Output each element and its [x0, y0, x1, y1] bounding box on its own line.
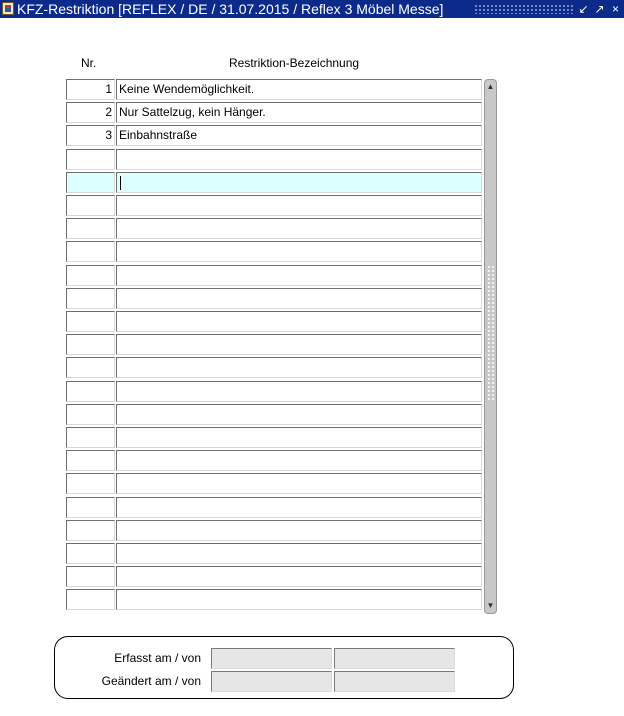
bezeichnung-field[interactable]: [116, 543, 482, 564]
title-bar-grip[interactable]: [474, 4, 574, 14]
bezeichnung-field[interactable]: [116, 195, 482, 216]
nr-field[interactable]: [66, 334, 115, 355]
table-row: [66, 334, 484, 356]
table-row: [66, 102, 484, 124]
bezeichnung-field[interactable]: [116, 589, 482, 610]
window-title: KFZ-Restriktion [REFLEX / DE / 31.07.2015 / Reflex 3 Möbel Messe]: [17, 1, 444, 17]
table-row: [66, 125, 484, 147]
title-bar: [0, 0, 624, 18]
maximize-icon[interactable]: ↗: [594, 2, 605, 16]
nr-field[interactable]: [66, 589, 115, 610]
bezeichnung-field[interactable]: [116, 149, 482, 170]
table-row: [66, 218, 484, 240]
changed-label: Geändert am / von: [101, 674, 201, 688]
bezeichnung-field[interactable]: Einbahnstraße: [116, 125, 482, 146]
nr-field[interactable]: [66, 311, 115, 332]
column-header-nr: Nr.: [81, 56, 97, 70]
form-app-icon[interactable]: [2, 2, 14, 15]
nr-field[interactable]: [66, 357, 115, 378]
table-row: [66, 473, 484, 495]
table-row: [66, 149, 484, 171]
nr-field[interactable]: [66, 473, 115, 494]
table-row: [66, 450, 484, 472]
table-row: [66, 288, 484, 310]
bezeichnung-field[interactable]: [116, 520, 482, 541]
bezeichnung-field[interactable]: [116, 497, 482, 518]
bezeichnung-field[interactable]: [116, 566, 482, 587]
nr-field[interactable]: [66, 149, 115, 170]
nr-field[interactable]: [66, 265, 115, 286]
bezeichnung-field[interactable]: [116, 404, 482, 425]
table-row: [66, 241, 484, 263]
nr-field[interactable]: [66, 404, 115, 425]
table-row: [66, 195, 484, 217]
table-row: [66, 172, 484, 194]
nr-field[interactable]: [66, 195, 115, 216]
nr-field[interactable]: 3: [66, 125, 115, 146]
nr-field[interactable]: [66, 566, 115, 587]
changed-by-field: [334, 671, 455, 692]
changed-date-field: [211, 671, 332, 692]
table-row: [66, 497, 484, 519]
bezeichnung-field[interactable]: [116, 265, 482, 286]
bezeichnung-field[interactable]: [116, 288, 482, 309]
nr-field[interactable]: 2: [66, 102, 115, 123]
table-row: [66, 520, 484, 542]
nr-field[interactable]: [66, 218, 115, 239]
bezeichnung-field[interactable]: [116, 218, 482, 239]
nr-field[interactable]: [66, 520, 115, 541]
table-row: [66, 566, 484, 588]
nr-field[interactable]: [66, 288, 115, 309]
nr-field[interactable]: 1: [66, 79, 115, 100]
minimize-icon[interactable]: ↙: [578, 2, 589, 16]
scroll-down-arrow-icon[interactable]: ▼: [486, 601, 495, 610]
table-row: [66, 381, 484, 403]
bezeichnung-field[interactable]: [116, 473, 482, 494]
audit-panel: [54, 636, 514, 699]
nr-field[interactable]: [66, 427, 115, 448]
bezeichnung-field[interactable]: [116, 357, 482, 378]
table-row: [66, 427, 484, 449]
bezeichnung-field[interactable]: [116, 450, 482, 471]
table-row: [66, 404, 484, 426]
table-row: [66, 357, 484, 379]
column-header-bezeichnung: Restriktion-Bezeichnung: [229, 56, 360, 70]
bezeichnung-field[interactable]: [116, 334, 482, 355]
created-label: Erfasst am / von: [114, 651, 201, 665]
bezeichnung-field[interactable]: Keine Wendemöglichkeit.: [116, 79, 482, 100]
bezeichnung-field[interactable]: [116, 427, 482, 448]
text-cursor: [120, 176, 121, 190]
bezeichnung-field[interactable]: [116, 311, 482, 332]
table-row: [66, 265, 484, 287]
table-row: [66, 543, 484, 565]
created-date-field: [211, 648, 332, 669]
nr-field[interactable]: [66, 172, 115, 193]
nr-field[interactable]: [66, 450, 115, 471]
scrollbar-thumb-grip[interactable]: [487, 265, 494, 400]
bezeichnung-field[interactable]: Nur Sattelzug, kein Hänger.: [116, 102, 482, 123]
nr-field[interactable]: [66, 381, 115, 402]
close-icon[interactable]: ×: [611, 2, 619, 16]
bezeichnung-field[interactable]: [116, 241, 482, 262]
nr-field[interactable]: [66, 241, 115, 262]
bezeichnung-field[interactable]: [116, 381, 482, 402]
created-by-field: [334, 648, 455, 669]
table-row: [66, 311, 484, 333]
vertical-scrollbar[interactable]: [484, 79, 497, 614]
nr-field[interactable]: [66, 543, 115, 564]
bezeichnung-field[interactable]: [116, 172, 482, 193]
scroll-up-arrow-icon[interactable]: ▲: [486, 82, 495, 91]
table-row: [66, 79, 484, 101]
nr-field[interactable]: [66, 497, 115, 518]
table-row: [66, 589, 484, 611]
